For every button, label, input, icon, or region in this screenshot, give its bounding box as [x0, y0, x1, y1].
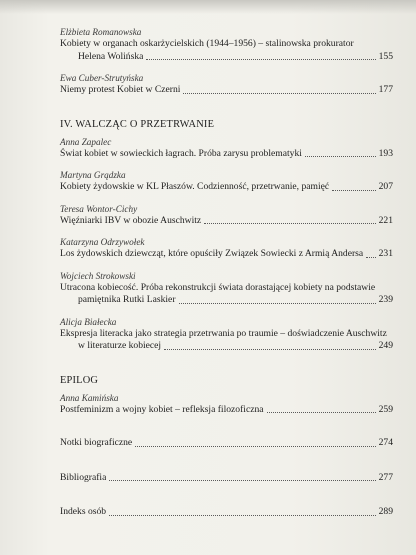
section-heading-iv: IV. WALCZĄC O PRZETRWANIE [60, 118, 215, 130]
toc-entry [60, 136, 393, 161]
page-edge-shadow [0, 0, 416, 14]
entry-title-line [60, 248, 393, 261]
dot-leader [109, 515, 376, 516]
dot-leader [204, 223, 375, 224]
entry-title-line [60, 215, 393, 228]
page-number: 221 [378, 214, 393, 226]
entry-title: Postfeminizm a wojny kobiet – refleksja filozoficzna [60, 403, 264, 415]
dot-leader [109, 480, 375, 481]
page-number: 177 [378, 84, 393, 95]
toc-entry [60, 270, 393, 307]
entry-title: Notki biograficzne [60, 437, 133, 448]
toc-entry [60, 169, 393, 194]
entry-title-line [60, 437, 393, 450]
toc-entry [60, 26, 393, 63]
dot-leader [183, 93, 375, 94]
entry-author: Elżbieta Romanowska [60, 27, 142, 37]
page-number: 239 [378, 294, 393, 305]
entry-title-line [60, 181, 393, 194]
section-heading-epilog: EPILOG [60, 374, 99, 386]
entry-author: Anna Zapalec [60, 136, 112, 147]
entry-title: Los żydowskich dziewcząt, które opuściły Związek Sowiecki z Armią Andersa [60, 248, 364, 259]
page-number: 155 [378, 50, 393, 62]
entry-title-line [60, 506, 393, 519]
dot-leader [267, 412, 376, 413]
entry-author: Anna Kamińska [60, 392, 119, 403]
dot-leader [366, 257, 375, 258]
toc-back-matter [60, 437, 393, 450]
page-number: 277 [378, 471, 393, 483]
table-of-contents [60, 26, 393, 528]
page-number: 274 [378, 437, 393, 448]
entry-author: Katarzyna Odrzywołek [60, 237, 145, 247]
entry-title-line1: Utracona kobiecość. Próba rekonstrukcji świata dorastającej kobiety na podstawie [60, 281, 376, 293]
entry-title-line [60, 404, 393, 417]
dot-leader [332, 190, 375, 191]
entry-title: Więźniarki IBV w obozie Auschwitz [60, 214, 202, 226]
entry-title: Bibliografia [60, 471, 107, 483]
entry-author: Teresa Wontor-Cichy [60, 203, 138, 214]
toc-entry [60, 236, 393, 261]
dot-leader [179, 303, 376, 304]
entry-title: Indeks osób [60, 506, 107, 517]
dot-leader [146, 59, 375, 60]
entry-title-line2 [60, 294, 393, 307]
entry-title-line [60, 472, 393, 485]
entry-title-continued: Helena Wolińska [78, 50, 144, 62]
entry-title-line1: Kobiety w organach oskarżycielskich (1944–1956) – stalinowska prokurator [60, 38, 354, 49]
entry-title: Kobiety żydowskie w KL Płaszów. Codzienność, przetrwanie, pamięć [60, 181, 330, 192]
entry-title-line2 [60, 51, 393, 64]
page-number: 289 [378, 506, 393, 517]
entry-title-line [60, 148, 393, 161]
entry-title-line2 [60, 340, 393, 353]
page-number: 193 [378, 147, 393, 159]
entry-author: Martyna Grądzka [60, 170, 126, 180]
entry-author: Ewa Cuber-Strutyńska [60, 73, 144, 83]
page-number: 259 [378, 403, 393, 415]
entry-title-continued: w literaturze kobiecej [78, 340, 162, 351]
entry-author: Wojciech Strokowski [60, 270, 136, 281]
toc-entry [60, 392, 393, 417]
dot-leader [135, 446, 375, 447]
entry-title: Niemy protest Kobiet w Czerni [60, 84, 181, 95]
dot-leader [164, 349, 376, 350]
dot-leader [305, 156, 376, 157]
entry-author: Alicja Białecka [60, 316, 117, 327]
toc-back-matter [60, 506, 393, 519]
entry-title: Świat kobiet w sowieckich łagrach. Próba zarysu problematyki [60, 147, 302, 159]
toc-entry [60, 72, 393, 97]
page-number: 207 [378, 181, 393, 192]
entry-title-continued: pamiętnika Rutki Laskier [78, 294, 176, 305]
entry-title-line [60, 84, 393, 97]
toc-entry [60, 316, 393, 353]
toc-back-matter [60, 472, 393, 485]
page-number: 231 [378, 248, 393, 259]
toc-entry [60, 203, 393, 228]
entry-title-line1: Ekspresja literacka jako strategia przetrwania po traumie – doświadczenie Auschwitz [60, 327, 387, 339]
page-number: 249 [378, 340, 393, 351]
